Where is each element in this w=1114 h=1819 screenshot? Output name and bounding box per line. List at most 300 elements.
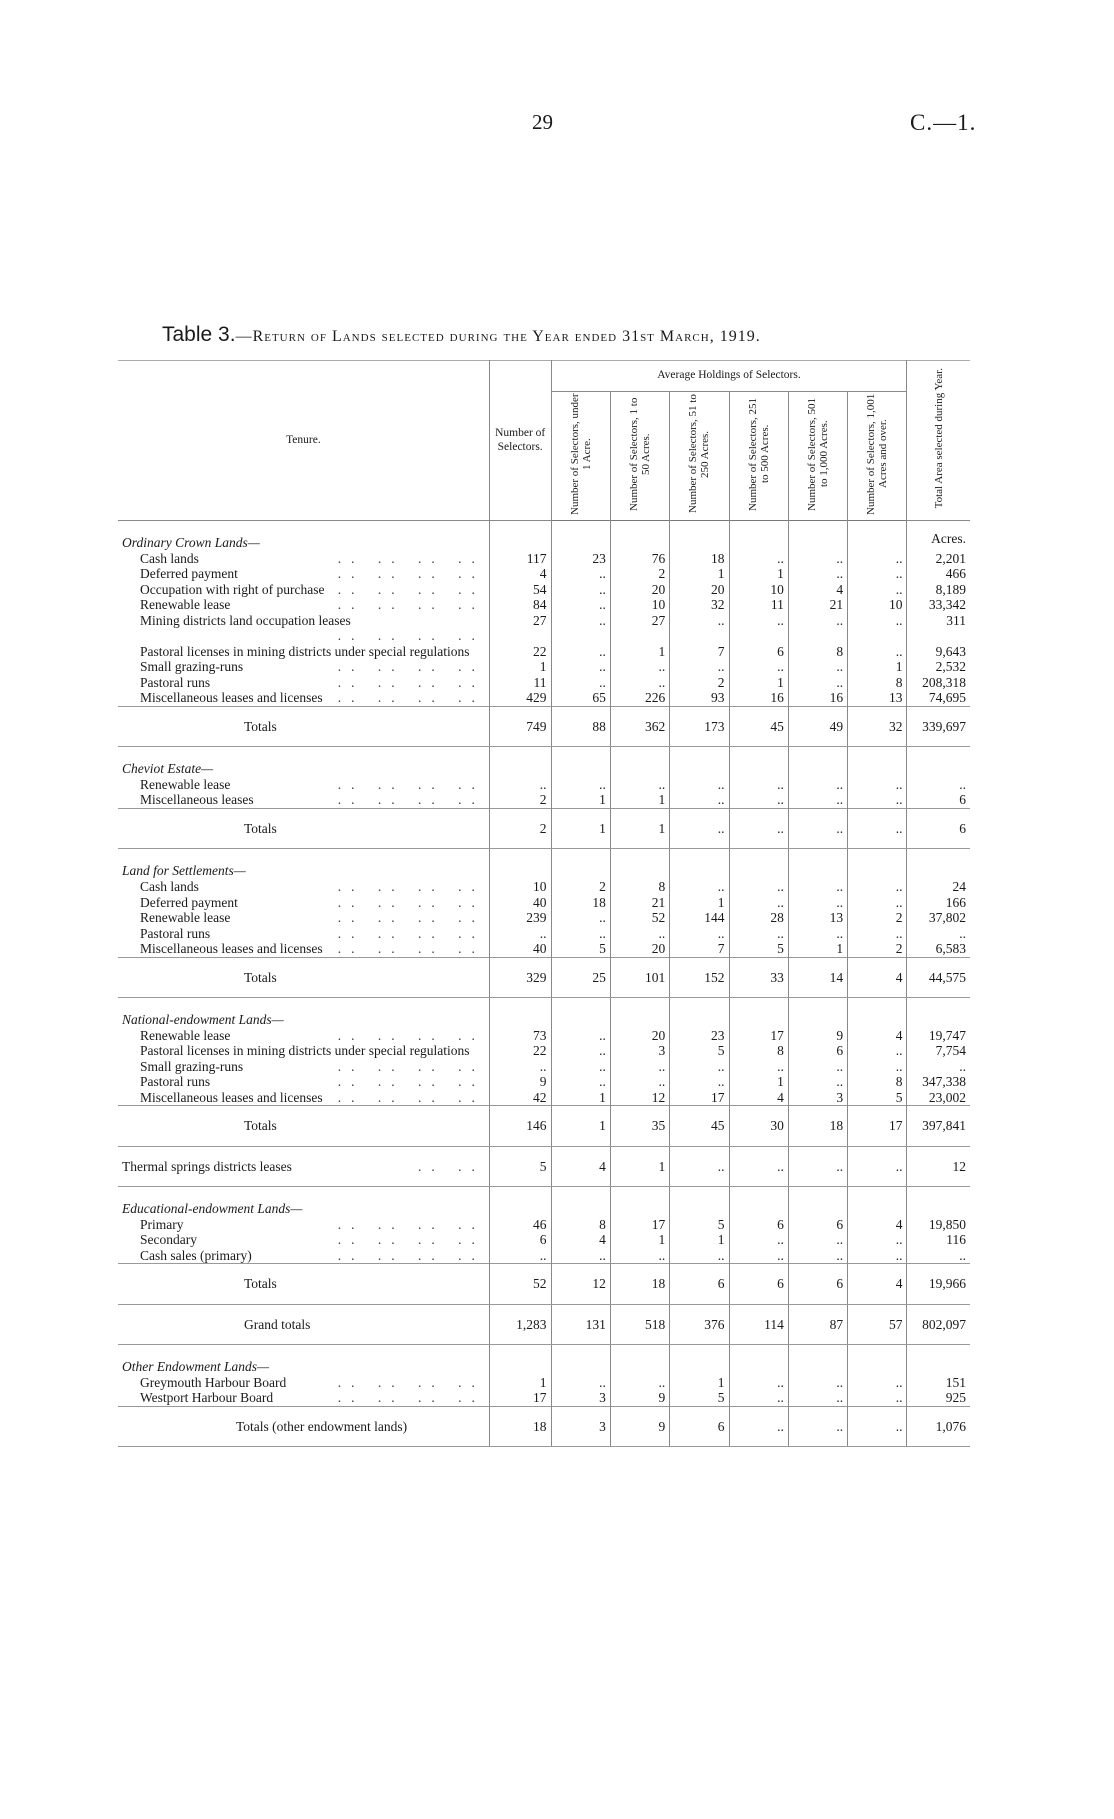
total-area-cell: 397,841: [907, 1106, 970, 1147]
leader-dots: .. .. .. ..: [337, 1074, 485, 1090]
number-cell: 40: [489, 941, 551, 957]
table-row: [118, 1059, 970, 1075]
holding-cell: ..: [610, 1074, 669, 1090]
leader-dots: .. .. .. ..: [337, 878, 485, 894]
table-row: [118, 1232, 970, 1248]
holding-cell: 16: [788, 690, 847, 706]
number-cell: 54: [489, 582, 551, 598]
leader-dots: .. .. .. ..: [337, 597, 485, 613]
page-number: 29: [532, 110, 553, 134]
table-row: [118, 1375, 970, 1391]
holding-cell: ..: [729, 1248, 788, 1264]
holding-cell: 23: [551, 551, 610, 567]
holding-cell: 2: [848, 910, 907, 926]
table-row: [118, 895, 970, 911]
empty-cell: [670, 849, 729, 879]
table-title-rest: —Return of Lands selected during the Year ended 31st March, 1919.: [235, 328, 761, 345]
holding-cell: ..: [729, 1232, 788, 1248]
tenure-label: Miscellaneous leases: [140, 792, 254, 808]
tenure-label: Occupation with right of purchase: [140, 581, 325, 597]
number-cell: ..: [489, 777, 551, 793]
holding-cell: ..: [729, 551, 788, 567]
holding-cell: 4: [848, 957, 907, 998]
holding-cell: ..: [848, 1146, 907, 1187]
empty-cell: [729, 998, 788, 1028]
total-area-cell: 19,966: [907, 1264, 970, 1305]
section-heading-row: [118, 521, 970, 551]
section-heading: Educational-endowment Lands—: [118, 1187, 489, 1217]
holding-cell: ..: [788, 566, 847, 582]
tenure-header: Tenure.: [118, 361, 489, 521]
holding-cell: 1: [551, 1106, 610, 1147]
leader-dots: .. .. .. ..: [337, 1374, 485, 1390]
empty-cell: [489, 849, 551, 879]
holding-cell: 8: [551, 1217, 610, 1233]
holding-cell: ..: [848, 1043, 907, 1059]
holding-cell: ..: [729, 659, 788, 675]
empty-cell: [551, 747, 610, 777]
holding-cell: 10: [729, 582, 788, 598]
totals-row: [118, 1264, 970, 1305]
holding-cell: 2: [670, 675, 729, 691]
tenure-cell: [118, 597, 489, 613]
holding-cell: 6: [788, 1264, 847, 1305]
number-cell: 4: [489, 566, 551, 582]
holding-cell: 9: [788, 1028, 847, 1044]
holding-cell: 20: [610, 1028, 669, 1044]
holding-cell: 6: [670, 1264, 729, 1305]
totals-cell: [118, 1406, 489, 1447]
tenure-cell: [118, 566, 489, 582]
holding-cell: 1: [670, 895, 729, 911]
holding-cell: 9: [610, 1406, 669, 1447]
total-area-cell: 116: [946, 1232, 966, 1248]
holding-cell: 35: [610, 1106, 669, 1147]
empty-cell: [670, 521, 729, 551]
holding-cell: 4: [729, 1090, 788, 1106]
holding-cell: ..: [729, 1390, 788, 1406]
holding-cell: 12: [551, 1264, 610, 1305]
empty-cell: [670, 998, 729, 1028]
table-row: [118, 551, 970, 567]
holding-cell: 20: [670, 582, 729, 598]
total-area-cell: 1,076: [907, 1406, 970, 1447]
holding-cell: 13: [848, 690, 907, 706]
table-row: [118, 582, 970, 598]
holding-cell: ..: [729, 879, 788, 895]
holding-cell: 7: [670, 644, 729, 660]
number-cell: 73: [489, 1028, 551, 1044]
table-title: [162, 322, 982, 347]
holding-cell: 101: [610, 957, 669, 998]
total-area-header-text: Total Area selected during Year.: [932, 368, 945, 509]
table-body: [118, 521, 970, 1447]
tenure-cell: [118, 792, 489, 808]
tenure-label: Mining districts land occupation leases: [140, 612, 351, 628]
holding-cell: ..: [610, 1248, 669, 1264]
table-row: [118, 941, 970, 957]
empty-cell: [489, 998, 551, 1028]
total-area-cell: 208,318: [922, 674, 966, 690]
section-heading-row: [118, 747, 970, 777]
holding-cell: 5: [848, 1090, 907, 1106]
tenure-cell: [118, 910, 489, 926]
tenure-cell: [118, 1090, 489, 1106]
empty-cell: [907, 1187, 970, 1217]
leader-dots: .. .. .. ..: [337, 910, 485, 926]
holding-cell: ..: [551, 644, 610, 660]
tenure-cell: [118, 582, 489, 598]
holding-cell: ..: [848, 1406, 907, 1447]
holding-cell: ..: [610, 926, 669, 942]
holding-cell: ..: [551, 597, 610, 613]
number-cell: 749: [489, 706, 551, 747]
holding-cell: 28: [729, 910, 788, 926]
avg-header-1-50: [610, 392, 669, 521]
totals-label: Totals: [244, 969, 277, 985]
holding-cell: 20: [610, 582, 669, 598]
tenure-cell: [118, 1375, 489, 1391]
holding-cell: 3: [551, 1406, 610, 1447]
holding-cell: 88: [551, 706, 610, 747]
holding-cell: ..: [788, 895, 847, 911]
holding-cell: ..: [788, 1406, 847, 1447]
holding-cell: 6: [788, 1043, 847, 1059]
holding-cell: ..: [551, 659, 610, 675]
table-row: [118, 926, 970, 942]
totals-label: Totals: [244, 820, 277, 836]
total-area-cell: 8,189: [935, 581, 966, 597]
holding-cell: 10: [848, 597, 907, 613]
empty-cell: [670, 1345, 729, 1375]
holding-cell: 1: [848, 659, 907, 675]
number-cell: ..: [489, 926, 551, 942]
leader-dots: .. .. .. ..: [337, 1216, 485, 1232]
number-cell: 239: [489, 910, 551, 926]
leader-dots: .. .. .. ..: [337, 628, 485, 644]
holding-cell: 32: [848, 706, 907, 747]
holding-cell: 4: [848, 1028, 907, 1044]
holding-cell: 518: [610, 1304, 669, 1345]
empty-cell: [729, 1345, 788, 1375]
holding-cell: 1: [729, 1074, 788, 1090]
total-area-cell: ..: [959, 1058, 966, 1074]
table-row: [118, 690, 970, 706]
avg-header-1-50-text: Number of Selectors, 1 to 50 Acres.: [627, 397, 653, 511]
holding-cell: ..: [788, 1074, 847, 1090]
holding-cell: ..: [788, 792, 847, 808]
section-heading-row: [118, 849, 970, 879]
tenure-cell: [118, 895, 489, 911]
totals-cell: [118, 1264, 489, 1305]
holding-cell: 5: [551, 941, 610, 957]
holding-cell: 6: [670, 1406, 729, 1447]
number-cell: 27: [489, 613, 551, 644]
leader-dots: .. .. .. ..: [337, 776, 485, 792]
holding-cell: ..: [788, 1232, 847, 1248]
empty-cell: [729, 747, 788, 777]
holding-cell: 4: [848, 1217, 907, 1233]
holding-cell: ..: [729, 792, 788, 808]
holding-cell: ..: [788, 926, 847, 942]
holding-cell: ..: [848, 1232, 907, 1248]
leader-dots: .. .. .. ..: [337, 1058, 485, 1074]
holding-cell: ..: [788, 1390, 847, 1406]
holding-cell: ..: [610, 1059, 669, 1075]
totals-cell: [118, 808, 489, 849]
holding-cell: 6: [729, 644, 788, 660]
total-area-cell: 33,342: [928, 597, 966, 613]
avg-header-51-250: [670, 392, 729, 521]
holding-cell: ..: [848, 1390, 907, 1406]
holding-cell: 16: [729, 690, 788, 706]
empty-cell: [551, 998, 610, 1028]
holding-cell: 17: [670, 1090, 729, 1106]
holding-cell: 18: [670, 551, 729, 567]
holding-cell: 25: [551, 957, 610, 998]
empty-cell: [610, 1345, 669, 1375]
holding-cell: ..: [551, 1028, 610, 1044]
leader-dots: .. .. .. ..: [337, 659, 485, 675]
holding-cell: 6: [788, 1217, 847, 1233]
holding-cell: ..: [670, 613, 729, 644]
holding-cell: 4: [788, 582, 847, 598]
lands-table: [118, 360, 970, 1447]
number-cell: 18: [489, 1406, 551, 1447]
tenure-cell: [118, 613, 489, 644]
leader-dots: .. .. .. ..: [337, 1247, 485, 1263]
totals-cell: [118, 1304, 489, 1345]
tenure-label: Primary: [140, 1216, 184, 1232]
totals-row: [118, 706, 970, 747]
holding-cell: 131: [551, 1304, 610, 1345]
table-row: [118, 1217, 970, 1233]
holding-cell: 1: [610, 792, 669, 808]
tenure-cell: [118, 1043, 489, 1059]
total-area-cell: 19,747: [928, 1027, 966, 1043]
total-area-cell: 7,754: [935, 1043, 966, 1059]
table-row: [118, 1028, 970, 1044]
tenure-label: Miscellaneous leases and licenses: [140, 690, 323, 706]
tenure-cell: [118, 551, 489, 567]
number-cell: 11: [489, 675, 551, 691]
table-row: [118, 1090, 970, 1106]
holding-cell: 30: [729, 1106, 788, 1147]
section-heading: Land for Settlements—: [118, 849, 489, 879]
number-cell: 1: [489, 1375, 551, 1391]
leader-dots: .. .. .. ..: [337, 550, 485, 566]
holding-cell: 1: [610, 1146, 669, 1187]
holding-cell: 18: [551, 895, 610, 911]
holding-cell: 1: [788, 941, 847, 957]
tenure-cell: [118, 1217, 489, 1233]
holding-cell: ..: [729, 1059, 788, 1075]
section-heading: National-endowment Lands—: [118, 998, 489, 1028]
tenure-cell: [118, 690, 489, 706]
tenure-label: Thermal springs districts leases: [122, 1158, 292, 1174]
holding-cell: 362: [610, 706, 669, 747]
holding-cell: ..: [848, 1248, 907, 1264]
holding-cell: ..: [848, 777, 907, 793]
holding-cell: 3: [551, 1390, 610, 1406]
section-heading: Other Endowment Lands—: [118, 1345, 489, 1375]
table-row: [118, 675, 970, 691]
holding-cell: 6: [729, 1264, 788, 1305]
number-cell: 1: [489, 659, 551, 675]
number-cell: 429: [489, 690, 551, 706]
document-reference: C.—1.: [910, 110, 977, 135]
holding-cell: 3: [610, 1043, 669, 1059]
table-row: [118, 792, 970, 808]
tenure-label: Miscellaneous leases and licenses: [140, 941, 323, 957]
holding-cell: ..: [848, 879, 907, 895]
holding-cell: ..: [551, 926, 610, 942]
total-area-cell: 6,583: [935, 941, 966, 957]
empty-cell: [551, 1345, 610, 1375]
holding-cell: ..: [729, 808, 788, 849]
empty-cell: [610, 521, 669, 551]
section-heading-row: [118, 998, 970, 1028]
total-area-cell: 44,575: [907, 957, 970, 998]
holding-cell: ..: [848, 613, 907, 644]
unit-label: Acres.: [931, 531, 966, 547]
total-area-cell: 802,097: [907, 1304, 970, 1345]
tenure-label: Renewable lease: [140, 910, 231, 926]
leader-dots: .. .. .. ..: [337, 581, 485, 597]
holding-cell: ..: [788, 879, 847, 895]
holding-cell: ..: [788, 777, 847, 793]
total-area-cell: 9,643: [935, 643, 966, 659]
holding-cell: ..: [788, 551, 847, 567]
holding-cell: ..: [670, 879, 729, 895]
table-row: [118, 644, 970, 660]
number-cell: 22: [489, 644, 551, 660]
holding-cell: 10: [610, 597, 669, 613]
holding-cell: ..: [788, 1146, 847, 1187]
holding-cell: ..: [848, 1059, 907, 1075]
avg-header-501-1000: [788, 392, 847, 521]
number-cell: 2: [489, 792, 551, 808]
leader-dots: .. .. .. ..: [337, 925, 485, 941]
holding-cell: 9: [610, 1390, 669, 1406]
number-cell: 9: [489, 1074, 551, 1090]
avg-header-1001-over-text: Number of Selectors, 1,001 Acres and over.: [865, 393, 890, 515]
holding-cell: ..: [670, 659, 729, 675]
table-row: [118, 777, 970, 793]
number-cell: 117: [489, 551, 551, 567]
holding-cell: 76: [610, 551, 669, 567]
tenure-cell: [118, 1074, 489, 1090]
empty-cell: [848, 1345, 907, 1375]
tenure-label: Cash lands: [140, 878, 199, 894]
totals-row: [118, 808, 970, 849]
holding-cell: 3: [788, 1090, 847, 1106]
avg-header-under-1: [551, 392, 610, 521]
holding-cell: ..: [551, 1248, 610, 1264]
number-cell: 1,283: [489, 1304, 551, 1345]
holding-cell: ..: [551, 1043, 610, 1059]
number-of-selectors-header: Number of Selectors.: [489, 361, 551, 521]
leader-dots: .. .. .. ..: [337, 566, 485, 582]
holding-cell: ..: [848, 566, 907, 582]
total-area-cell: 347,338: [922, 1074, 966, 1090]
holding-cell: ..: [610, 675, 669, 691]
holding-cell: 45: [670, 1106, 729, 1147]
number-cell: 2: [489, 808, 551, 849]
holding-cell: 1: [729, 675, 788, 691]
holding-cell: ..: [670, 792, 729, 808]
holding-cell: ..: [788, 1248, 847, 1264]
holding-cell: 8: [848, 1074, 907, 1090]
holding-cell: 45: [729, 706, 788, 747]
holding-cell: ..: [551, 910, 610, 926]
holding-cell: ..: [670, 1146, 729, 1187]
holding-cell: ..: [670, 1074, 729, 1090]
tenure-label: Cash sales (primary): [140, 1247, 252, 1263]
totals-row: [118, 1106, 970, 1147]
holding-cell: 52: [610, 910, 669, 926]
section-heading: Cheviot Estate—: [118, 747, 489, 777]
holding-cell: 4: [551, 1232, 610, 1248]
number-cell: ..: [489, 1248, 551, 1264]
holding-cell: ..: [848, 644, 907, 660]
holding-cell: 20: [610, 941, 669, 957]
totals-label: Grand totals: [244, 1316, 311, 1332]
holding-cell: 1: [551, 1090, 610, 1106]
holding-cell: 376: [670, 1304, 729, 1345]
tenure-cell: [118, 1146, 489, 1187]
total-area-cell: 2,532: [935, 659, 966, 675]
total-area-cell: 466: [945, 566, 966, 582]
holding-cell: ..: [788, 1059, 847, 1075]
number-cell: 52: [489, 1264, 551, 1305]
holding-cell: ..: [551, 1375, 610, 1391]
tenure-label: Pastoral licenses in mining districts under special regulations: [140, 643, 470, 659]
table-row: [118, 566, 970, 582]
empty-cell: [610, 849, 669, 879]
table-row: [118, 597, 970, 613]
empty-cell: [729, 849, 788, 879]
tenure-label: Greymouth Harbour Board: [140, 1374, 287, 1390]
tenure-label: Miscellaneous leases and licenses: [140, 1089, 323, 1105]
empty-cell: [848, 849, 907, 879]
number-cell: 40: [489, 895, 551, 911]
holding-cell: ..: [670, 926, 729, 942]
tenure-cell: [118, 1232, 489, 1248]
number-cell: 46: [489, 1217, 551, 1233]
holding-cell: ..: [551, 675, 610, 691]
holding-cell: 144: [670, 910, 729, 926]
holding-cell: ..: [551, 613, 610, 644]
tenure-cell: [118, 926, 489, 942]
holding-cell: 5: [670, 1390, 729, 1406]
holding-cell: 93: [670, 690, 729, 706]
holding-cell: ..: [848, 895, 907, 911]
holding-cell: 2: [848, 941, 907, 957]
holding-cell: 152: [670, 957, 729, 998]
holding-cell: 21: [610, 895, 669, 911]
table-title-lead: Table 3.: [162, 323, 236, 346]
holding-cell: 7: [670, 941, 729, 957]
total-area-cell: ..: [959, 1247, 966, 1263]
totals-row: [118, 1304, 970, 1345]
holding-cell: 57: [848, 1304, 907, 1345]
holding-cell: ..: [729, 613, 788, 644]
table-row: [118, 659, 970, 675]
holding-cell: 27: [610, 613, 669, 644]
tenure-label: Deferred payment: [140, 566, 238, 582]
holding-cell: ..: [670, 808, 729, 849]
